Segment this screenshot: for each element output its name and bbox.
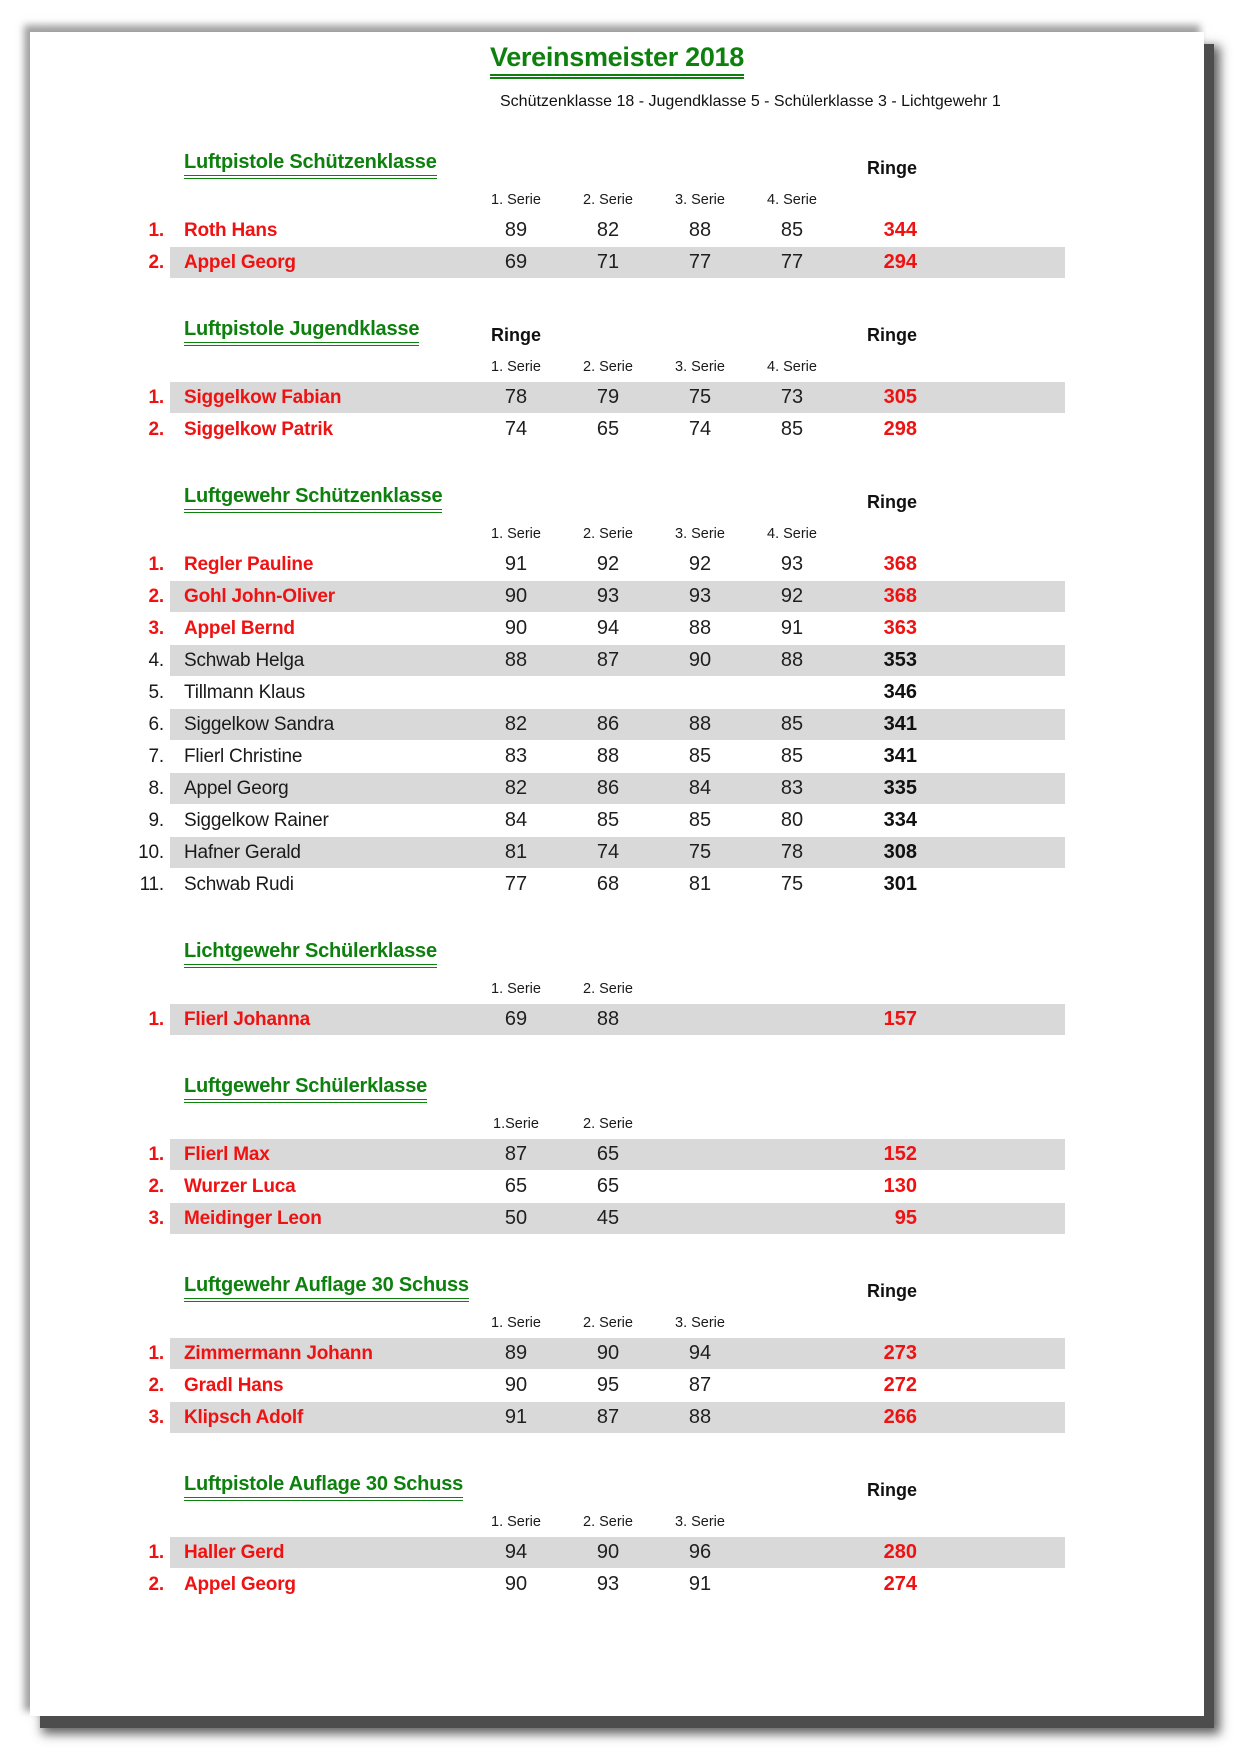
row-band [170, 549, 1065, 580]
serie-header-row [170, 1315, 1065, 1331]
serie-value: 89 [504, 1342, 528, 1364]
result-row [122, 1537, 1204, 1568]
result-section [30, 485, 1204, 900]
result-row [122, 1370, 1204, 1401]
shooter-name: Appel Georg [184, 251, 296, 273]
total-ringe: 368 [883, 553, 917, 575]
result-row [122, 1171, 1204, 1202]
total-ringe: 334 [883, 809, 917, 831]
row-band [170, 709, 1065, 740]
serie-value: 94 [504, 1541, 528, 1563]
serie-value: 93 [596, 585, 620, 607]
serie-value: 74 [504, 418, 528, 440]
serie-value: 91 [504, 553, 528, 575]
serie-value: 71 [596, 251, 620, 273]
serie-value: 65 [596, 1143, 620, 1165]
result-row [122, 773, 1204, 804]
result-row [122, 837, 1204, 868]
rank: 6. [148, 714, 164, 735]
serie-value: 85 [596, 809, 620, 831]
serie-header: 2. Serie [583, 1116, 633, 1132]
serie-header: 4. Serie [767, 192, 817, 208]
row-band [170, 677, 1065, 708]
serie-value: 69 [504, 1008, 528, 1030]
serie-header [654, 981, 746, 997]
shooter-name: Appel Georg [184, 777, 289, 799]
rank: 2. [148, 1176, 164, 1197]
result-row [122, 613, 1204, 644]
ringe-mid-label: Ringe [490, 325, 541, 345]
result-row [122, 741, 1204, 772]
serie-value: 80 [780, 809, 804, 831]
total-ringe: 266 [883, 1406, 917, 1428]
rank: 8. [148, 778, 164, 799]
serie-value: 88 [596, 1008, 620, 1030]
serie-value: 77 [780, 251, 804, 273]
rank: 2. [148, 252, 164, 273]
serie-value: 69 [504, 251, 528, 273]
serie-value: 85 [688, 745, 712, 767]
rank: 1. [148, 1009, 164, 1030]
page-subtitle: Schützenklasse 18 - Jugendklasse 5 - Schülerklasse 3 - Lichtgewehr 1 [500, 93, 1001, 110]
result-row [122, 1569, 1204, 1600]
serie-value: 75 [688, 841, 712, 863]
shooter-name: Flierl Johanna [184, 1008, 311, 1030]
rank: 3. [148, 1208, 164, 1229]
serie-header: 2. Serie [583, 192, 633, 208]
section-heading-row [170, 1274, 1065, 1302]
row-band [170, 247, 1065, 278]
serie-value: 90 [504, 1573, 528, 1595]
serie-header [654, 1116, 746, 1132]
total-ringe: 308 [883, 841, 917, 863]
serie-value: 85 [780, 219, 804, 241]
serie-value: 83 [780, 777, 804, 799]
total-ringe: 157 [883, 1008, 917, 1030]
total-ringe: 346 [883, 681, 917, 703]
serie-value: 85 [780, 418, 804, 440]
rank: 1. [148, 220, 164, 241]
serie-value: 87 [596, 1406, 620, 1428]
shooter-name: Zimmermann Johann [184, 1342, 373, 1364]
serie-header [746, 981, 838, 997]
shooter-name: Hafner Gerald [184, 841, 301, 863]
shooter-name: Meidinger Leon [184, 1207, 322, 1229]
row-band [170, 1537, 1065, 1568]
serie-header: 2. Serie [583, 1315, 633, 1331]
serie-header: 3. Serie [675, 1315, 725, 1331]
result-row [122, 869, 1204, 900]
row-band [170, 645, 1065, 676]
total-ringe: 280 [883, 1541, 917, 1563]
section-heading-row [170, 1473, 1065, 1501]
ringe-right-label: Ringe [866, 325, 917, 345]
rank: 4. [148, 650, 164, 671]
serie-value: 91 [688, 1573, 712, 1595]
serie-header: 3. Serie [675, 359, 725, 375]
serie-header-row [170, 1514, 1065, 1530]
shooter-name: Siggelkow Sandra [184, 713, 334, 735]
row-band [170, 773, 1065, 804]
serie-value: 75 [780, 873, 804, 895]
serie-header [746, 1514, 838, 1530]
result-section [30, 940, 1204, 1035]
result-row [122, 677, 1204, 708]
serie-value: 86 [596, 713, 620, 735]
section-title: Luftpistole Auflage 30 Schuss [184, 1473, 463, 1501]
serie-value: 86 [596, 777, 620, 799]
page-title: Vereinsmeister 2018 [490, 42, 744, 79]
section-heading-row [170, 318, 1065, 346]
section-heading-row [170, 485, 1065, 513]
result-section [30, 1473, 1204, 1600]
section-rows [30, 215, 1204, 278]
serie-header: 2. Serie [583, 526, 633, 542]
row-band [170, 613, 1065, 644]
rank: 3. [148, 1407, 164, 1428]
shooter-name: Gradl Hans [184, 1374, 284, 1396]
total-ringe: 344 [883, 219, 917, 241]
serie-value: 85 [688, 809, 712, 831]
serie-value: 93 [780, 553, 804, 575]
serie-value: 74 [596, 841, 620, 863]
serie-value: 92 [596, 553, 620, 575]
serie-value: 77 [688, 251, 712, 273]
section-rows [30, 549, 1204, 900]
serie-value: 79 [596, 386, 620, 408]
shooter-name: Gohl John-Oliver [184, 585, 335, 607]
result-row [122, 247, 1204, 278]
serie-value: 88 [688, 713, 712, 735]
section-rows [30, 1004, 1204, 1035]
serie-value: 75 [688, 386, 712, 408]
section-title: Luftgewehr Auflage 30 Schuss [184, 1274, 469, 1302]
shooter-name: Siggelkow Fabian [184, 386, 342, 408]
shooter-name: Flierl Max [184, 1143, 270, 1165]
shooter-name: Klipsch Adolf [184, 1406, 304, 1428]
serie-value: 77 [504, 873, 528, 895]
serie-value: 87 [688, 1374, 712, 1396]
section-title: Luftpistole Schützenklasse [184, 151, 437, 179]
row-band [170, 869, 1065, 900]
serie-value: 78 [504, 386, 528, 408]
serie-value: 88 [504, 649, 528, 671]
serie-value: 95 [596, 1374, 620, 1396]
section-rows [30, 382, 1204, 445]
rank: 10. [138, 842, 164, 863]
total-ringe: 273 [883, 1342, 917, 1364]
serie-value: 81 [504, 841, 528, 863]
total-ringe: 95 [894, 1207, 917, 1229]
serie-value: 65 [504, 1175, 528, 1197]
row-band [170, 215, 1065, 246]
result-row [122, 1402, 1204, 1433]
shooter-name: Schwab Helga [184, 649, 305, 671]
serie-value: 82 [596, 219, 620, 241]
serie-value: 96 [688, 1541, 712, 1563]
section-heading-row [170, 151, 1065, 179]
result-row [122, 709, 1204, 740]
total-ringe: 298 [883, 418, 917, 440]
row-band [170, 1569, 1065, 1600]
section-rows [30, 1139, 1204, 1234]
serie-header: 1.Serie [493, 1116, 539, 1132]
rank: 7. [148, 746, 164, 767]
rank: 5. [148, 682, 164, 703]
result-row [122, 805, 1204, 836]
serie-value: 84 [688, 777, 712, 799]
row-band [170, 1402, 1065, 1433]
shooter-name: Regler Pauline [184, 553, 314, 575]
serie-value: 90 [596, 1342, 620, 1364]
total-ringe: 363 [883, 617, 917, 639]
serie-header: 1. Serie [491, 526, 541, 542]
serie-value: 94 [688, 1342, 712, 1364]
row-band [170, 1370, 1065, 1401]
serie-value: 88 [688, 1406, 712, 1428]
result-section [30, 1075, 1204, 1234]
shooter-name: Flierl Christine [184, 745, 303, 767]
row-band [170, 837, 1065, 868]
section-rows [30, 1537, 1204, 1600]
serie-header: 1. Serie [491, 981, 541, 997]
serie-value: 90 [504, 617, 528, 639]
serie-value: 90 [504, 585, 528, 607]
result-row [122, 382, 1204, 413]
serie-value: 65 [596, 1175, 620, 1197]
shooter-name: Siggelkow Patrik [184, 418, 333, 440]
row-band [170, 382, 1065, 413]
section-heading-row [170, 1075, 1065, 1103]
shooter-name: Wurzer Luca [184, 1175, 296, 1197]
serie-header: 1. Serie [491, 359, 541, 375]
shooter-name: Roth Hans [184, 219, 278, 241]
total-ringe: 272 [883, 1374, 917, 1396]
serie-header: 2. Serie [583, 1514, 633, 1530]
total-ringe: 341 [883, 745, 917, 767]
row-band [170, 1171, 1065, 1202]
serie-value: 88 [688, 617, 712, 639]
total-ringe: 368 [883, 585, 917, 607]
serie-value: 91 [504, 1406, 528, 1428]
section-rows [30, 1338, 1204, 1433]
shooter-name: Siggelkow Rainer [184, 809, 329, 831]
ringe-right-label: Ringe [866, 492, 917, 512]
shooter-name: Tillmann Klaus [184, 681, 306, 703]
serie-value: 85 [780, 713, 804, 735]
shooter-name: Haller Gerd [184, 1541, 285, 1563]
serie-value: 81 [688, 873, 712, 895]
serie-value: 50 [504, 1207, 528, 1229]
rank: 11. [139, 874, 164, 895]
shooter-name: Schwab Rudi [184, 873, 294, 895]
ringe-right-label: Ringe [866, 1480, 917, 1500]
row-band [170, 805, 1065, 836]
section-title: Luftgewehr Schützenklasse [184, 485, 442, 513]
serie-header [746, 1116, 838, 1132]
serie-value: 73 [780, 386, 804, 408]
serie-header: 2. Serie [583, 981, 633, 997]
total-ringe: 152 [883, 1143, 917, 1165]
serie-value: 88 [688, 219, 712, 241]
serie-value: 87 [596, 649, 620, 671]
serie-value: 89 [504, 219, 528, 241]
total-ringe: 274 [883, 1573, 917, 1595]
rank: 1. [148, 1343, 164, 1364]
result-section [30, 318, 1204, 445]
row-band [170, 1139, 1065, 1170]
rank: 2. [148, 1375, 164, 1396]
row-band [170, 414, 1065, 445]
shooter-name: Appel Georg [184, 1573, 296, 1595]
result-row [122, 645, 1204, 676]
result-row [122, 1139, 1204, 1170]
serie-value: 65 [596, 418, 620, 440]
serie-value: 91 [780, 617, 804, 639]
serie-value: 93 [688, 585, 712, 607]
total-ringe: 353 [883, 649, 917, 671]
result-row [122, 414, 1204, 445]
serie-value: 84 [504, 809, 528, 831]
serie-value: 90 [504, 1374, 528, 1396]
serie-value: 87 [504, 1143, 528, 1165]
ringe-right-label: Ringe [866, 1281, 917, 1301]
total-ringe: 294 [883, 251, 917, 273]
results [30, 151, 1204, 1600]
serie-header: 3. Serie [675, 192, 725, 208]
serie-value: 94 [596, 617, 620, 639]
serie-value: 88 [780, 649, 804, 671]
rank: 1. [148, 1542, 164, 1563]
serie-value: 83 [504, 745, 528, 767]
result-section [30, 151, 1204, 278]
serie-header: 3. Serie [675, 1514, 725, 1530]
serie-header-row [170, 1116, 1065, 1132]
section-title: Lichtgewehr Schülerklasse [184, 940, 437, 968]
rank: 1. [148, 554, 164, 575]
serie-header: 3. Serie [675, 526, 725, 542]
rank: 2. [148, 1574, 164, 1595]
serie-value: 68 [596, 873, 620, 895]
result-row [122, 215, 1204, 246]
section-heading-row [170, 940, 1065, 968]
result-row [122, 549, 1204, 580]
serie-value: 82 [504, 713, 528, 735]
serie-header: 1. Serie [491, 192, 541, 208]
section-title: Luftgewehr Schülerklasse [184, 1075, 427, 1103]
total-ringe: 305 [883, 386, 917, 408]
result-row [122, 1203, 1204, 1234]
serie-value: 74 [688, 418, 712, 440]
total-ringe: 301 [883, 873, 917, 895]
serie-value: 92 [780, 585, 804, 607]
serie-value: 45 [596, 1207, 620, 1229]
serie-header: 1. Serie [491, 1514, 541, 1530]
serie-value: 92 [688, 553, 712, 575]
result-section [30, 1274, 1204, 1433]
row-band [170, 741, 1065, 772]
rank: 1. [148, 1144, 164, 1165]
page-content [30, 32, 1204, 1600]
serie-value: 90 [688, 649, 712, 671]
rank: 2. [148, 586, 164, 607]
row-band [170, 1338, 1065, 1369]
result-row [122, 1338, 1204, 1369]
rank: 9. [148, 810, 164, 831]
serie-value: 82 [504, 777, 528, 799]
rank: 1. [148, 387, 164, 408]
serie-value: 90 [596, 1541, 620, 1563]
serie-header: 2. Serie [583, 359, 633, 375]
row-band [170, 1004, 1065, 1035]
shooter-name: Appel Bernd [184, 617, 295, 639]
total-ringe: 130 [883, 1175, 917, 1197]
serie-header: 1. Serie [491, 1315, 541, 1331]
serie-value: 93 [596, 1573, 620, 1595]
serie-header-row [170, 359, 1065, 375]
serie-header: 4. Serie [767, 526, 817, 542]
serie-header-row [170, 192, 1065, 208]
row-band [170, 1203, 1065, 1234]
serie-header-row [170, 526, 1065, 542]
serie-header [746, 1315, 838, 1331]
rank: 3. [148, 618, 164, 639]
total-ringe: 335 [883, 777, 917, 799]
serie-header: 4. Serie [767, 359, 817, 375]
serie-value: 88 [596, 745, 620, 767]
serie-header-row [170, 981, 1065, 997]
rank: 2. [148, 419, 164, 440]
serie-value: 85 [780, 745, 804, 767]
document-page [30, 32, 1204, 1716]
total-ringe: 341 [883, 713, 917, 735]
section-title: Luftpistole Jugendklasse [184, 318, 419, 346]
row-band [170, 581, 1065, 612]
ringe-right-label: Ringe [866, 158, 917, 178]
result-row [122, 581, 1204, 612]
result-row [122, 1004, 1204, 1035]
serie-value: 78 [780, 841, 804, 863]
